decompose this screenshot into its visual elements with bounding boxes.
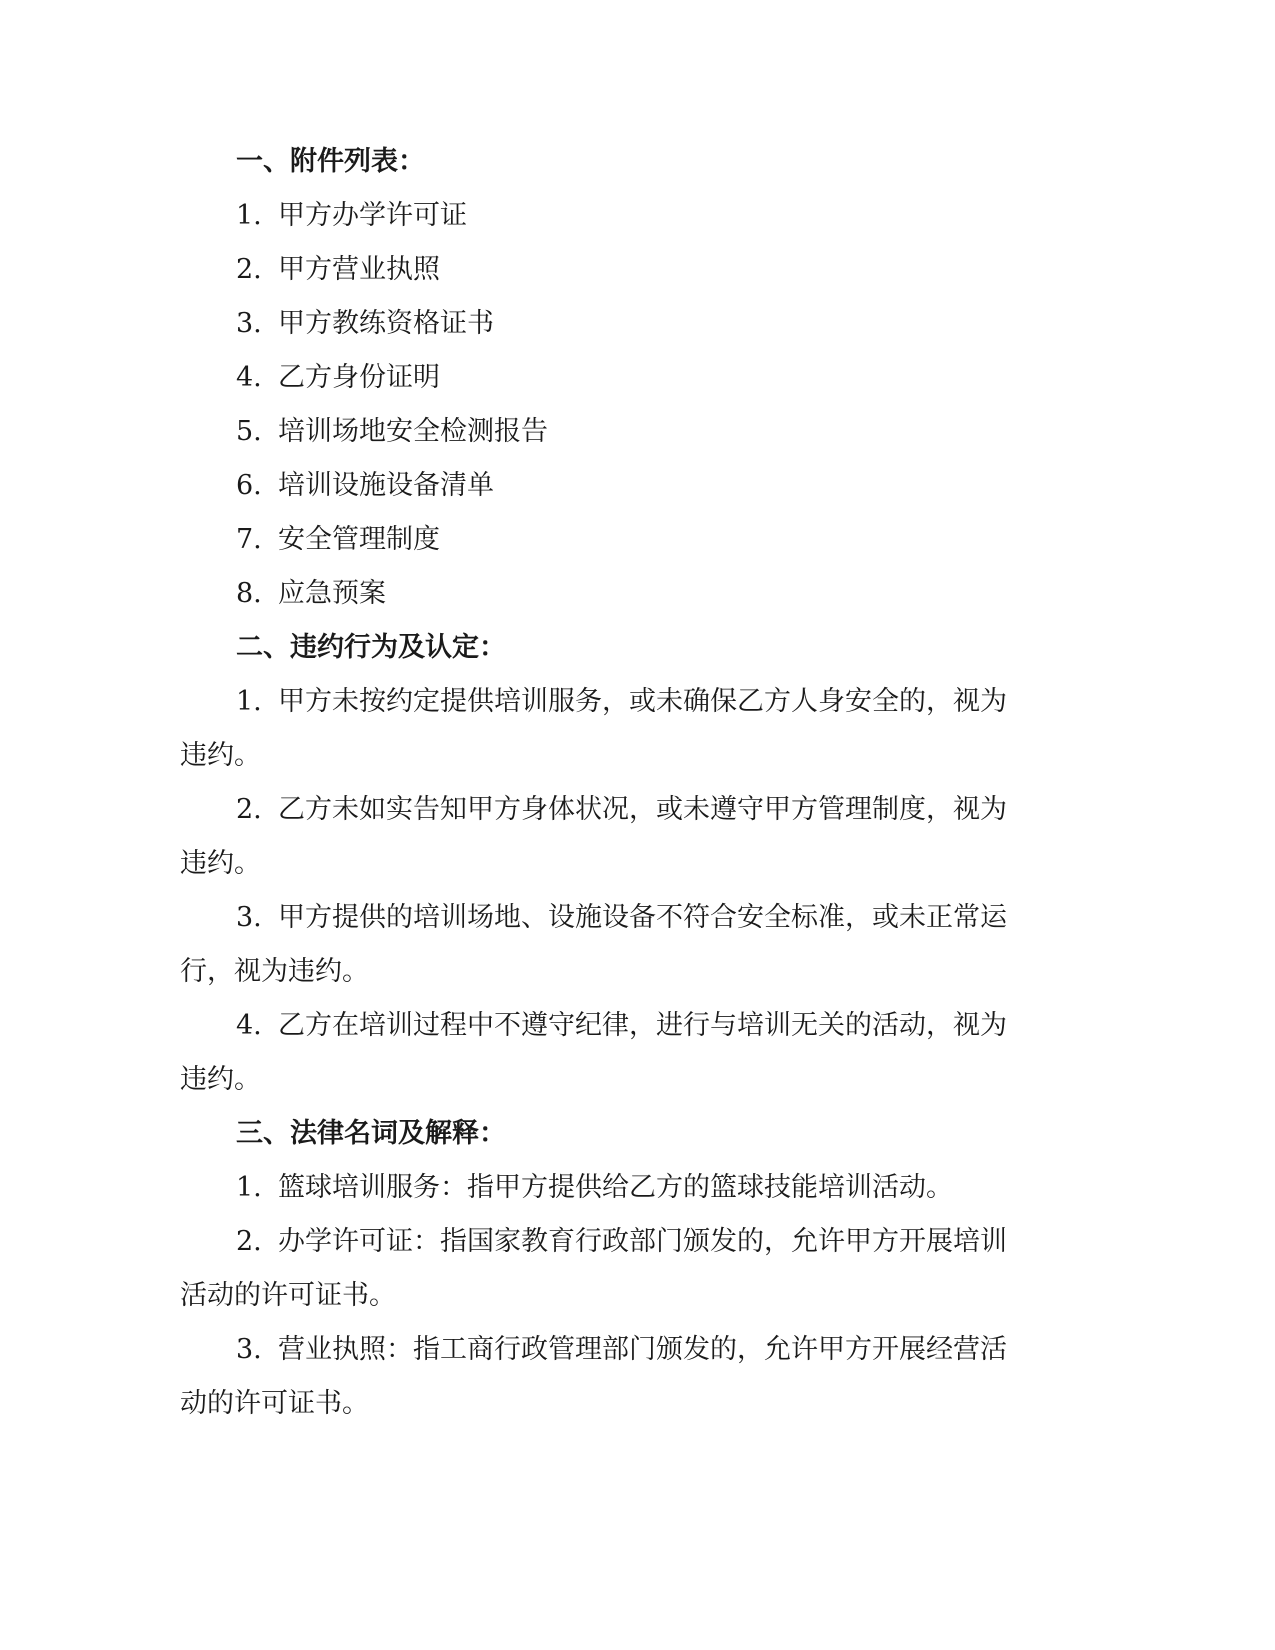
section-heading: 一、附件列表： [236, 146, 425, 177]
item-number: 4. [236, 362, 262, 393]
item-text: 乙方在培训过程中不遵守纪律，进行与培训无关的活动，视为 [278, 1010, 1007, 1041]
section-heading: 三、法律名词及解释： [236, 1118, 506, 1149]
list-item [180, 999, 1025, 1053]
item-number: 7. [236, 524, 262, 555]
item-number: 8. [236, 578, 262, 609]
item-number: 1. [236, 686, 262, 717]
list-item [180, 1161, 1025, 1215]
item-text: 安全管理制度 [278, 524, 440, 555]
item-number: 5. [236, 416, 262, 447]
list-item [180, 675, 1025, 729]
item-number: 3. [236, 902, 262, 933]
list-item [180, 1215, 1025, 1269]
item-number: 4. [236, 1010, 262, 1041]
list-item [180, 783, 1025, 837]
item-text: 培训场地安全检测报告 [278, 416, 548, 447]
list-item [180, 351, 1025, 405]
item-continuation: 动的许可证书。 [180, 1388, 369, 1419]
item-text: 篮球培训服务：指甲方提供给乙方的篮球技能培训活动。 [278, 1172, 953, 1203]
item-number: 1. [236, 200, 262, 231]
item-text: 甲方提供的培训场地、设施设备不符合安全标准，或未正常运 [278, 902, 1007, 933]
item-text: 培训设施设备清单 [278, 470, 494, 501]
item-number: 1. [236, 1172, 262, 1203]
item-continuation: 违约。 [180, 1064, 261, 1095]
list-item [180, 243, 1025, 297]
list-item [180, 405, 1025, 459]
item-text: 乙方身份证明 [278, 362, 440, 393]
list-item [180, 1323, 1025, 1377]
item-number: 2. [236, 794, 262, 825]
list-item [180, 567, 1025, 621]
item-continuation: 行，视为违约。 [180, 956, 369, 987]
item-number: 3. [236, 1334, 262, 1365]
item-number: 3. [236, 308, 262, 339]
item-text: 营业执照：指工商行政管理部门颁发的，允许甲方开展经营活 [278, 1334, 1007, 1365]
item-number: 6. [236, 470, 262, 501]
item-text: 乙方未如实告知甲方身体状况，或未遵守甲方管理制度，视为 [278, 794, 1007, 825]
list-item [180, 891, 1025, 945]
list-item [180, 297, 1025, 351]
list-item [180, 459, 1025, 513]
item-number: 2. [236, 1226, 262, 1257]
list-item [180, 513, 1025, 567]
item-text: 甲方教练资格证书 [278, 308, 494, 339]
item-text: 办学许可证：指国家教育行政部门颁发的，允许甲方开展培训 [278, 1226, 1007, 1257]
list-item [180, 189, 1025, 243]
item-text: 甲方未按约定提供培训服务，或未确保乙方人身安全的，视为 [278, 686, 1007, 717]
item-continuation: 违约。 [180, 848, 261, 879]
item-text: 应急预案 [278, 578, 386, 609]
section-heading: 二、违约行为及认定： [236, 632, 506, 663]
item-text: 甲方办学许可证 [278, 200, 467, 231]
document-page [180, 135, 1025, 1431]
item-number: 2. [236, 254, 262, 285]
item-continuation: 活动的许可证书。 [180, 1280, 396, 1311]
item-text: 甲方营业执照 [278, 254, 440, 285]
item-continuation: 违约。 [180, 740, 261, 771]
